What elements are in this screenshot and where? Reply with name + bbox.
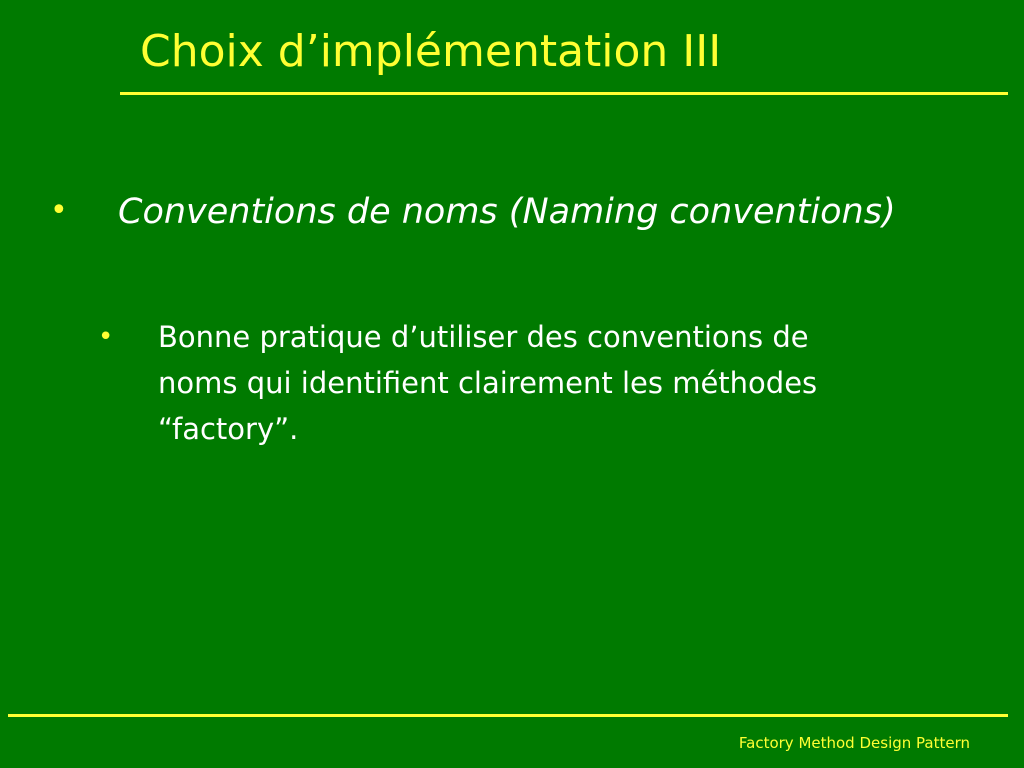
footer-text: Factory Method Design Pattern	[738, 734, 970, 752]
title-underline-rule	[120, 92, 1008, 95]
sub-bullet-text	[158, 314, 948, 452]
bullet-marker: •	[50, 193, 68, 228]
sub-bullet-marker: •	[98, 322, 114, 352]
slide-title: Choix d’implémentation III	[140, 26, 722, 77]
footer-rule	[8, 714, 1008, 717]
bullet-text: Conventions de noms (Naming conventions)	[118, 192, 896, 232]
sub-bullet-line: noms qui identifient clairement les méthodes	[158, 366, 818, 400]
bullet-item-level-1	[50, 185, 1010, 245]
sub-bullet-line: “factory”.	[158, 412, 299, 446]
sub-bullet-line: Bonne pratique d’utiliser des conventions de	[158, 320, 809, 354]
